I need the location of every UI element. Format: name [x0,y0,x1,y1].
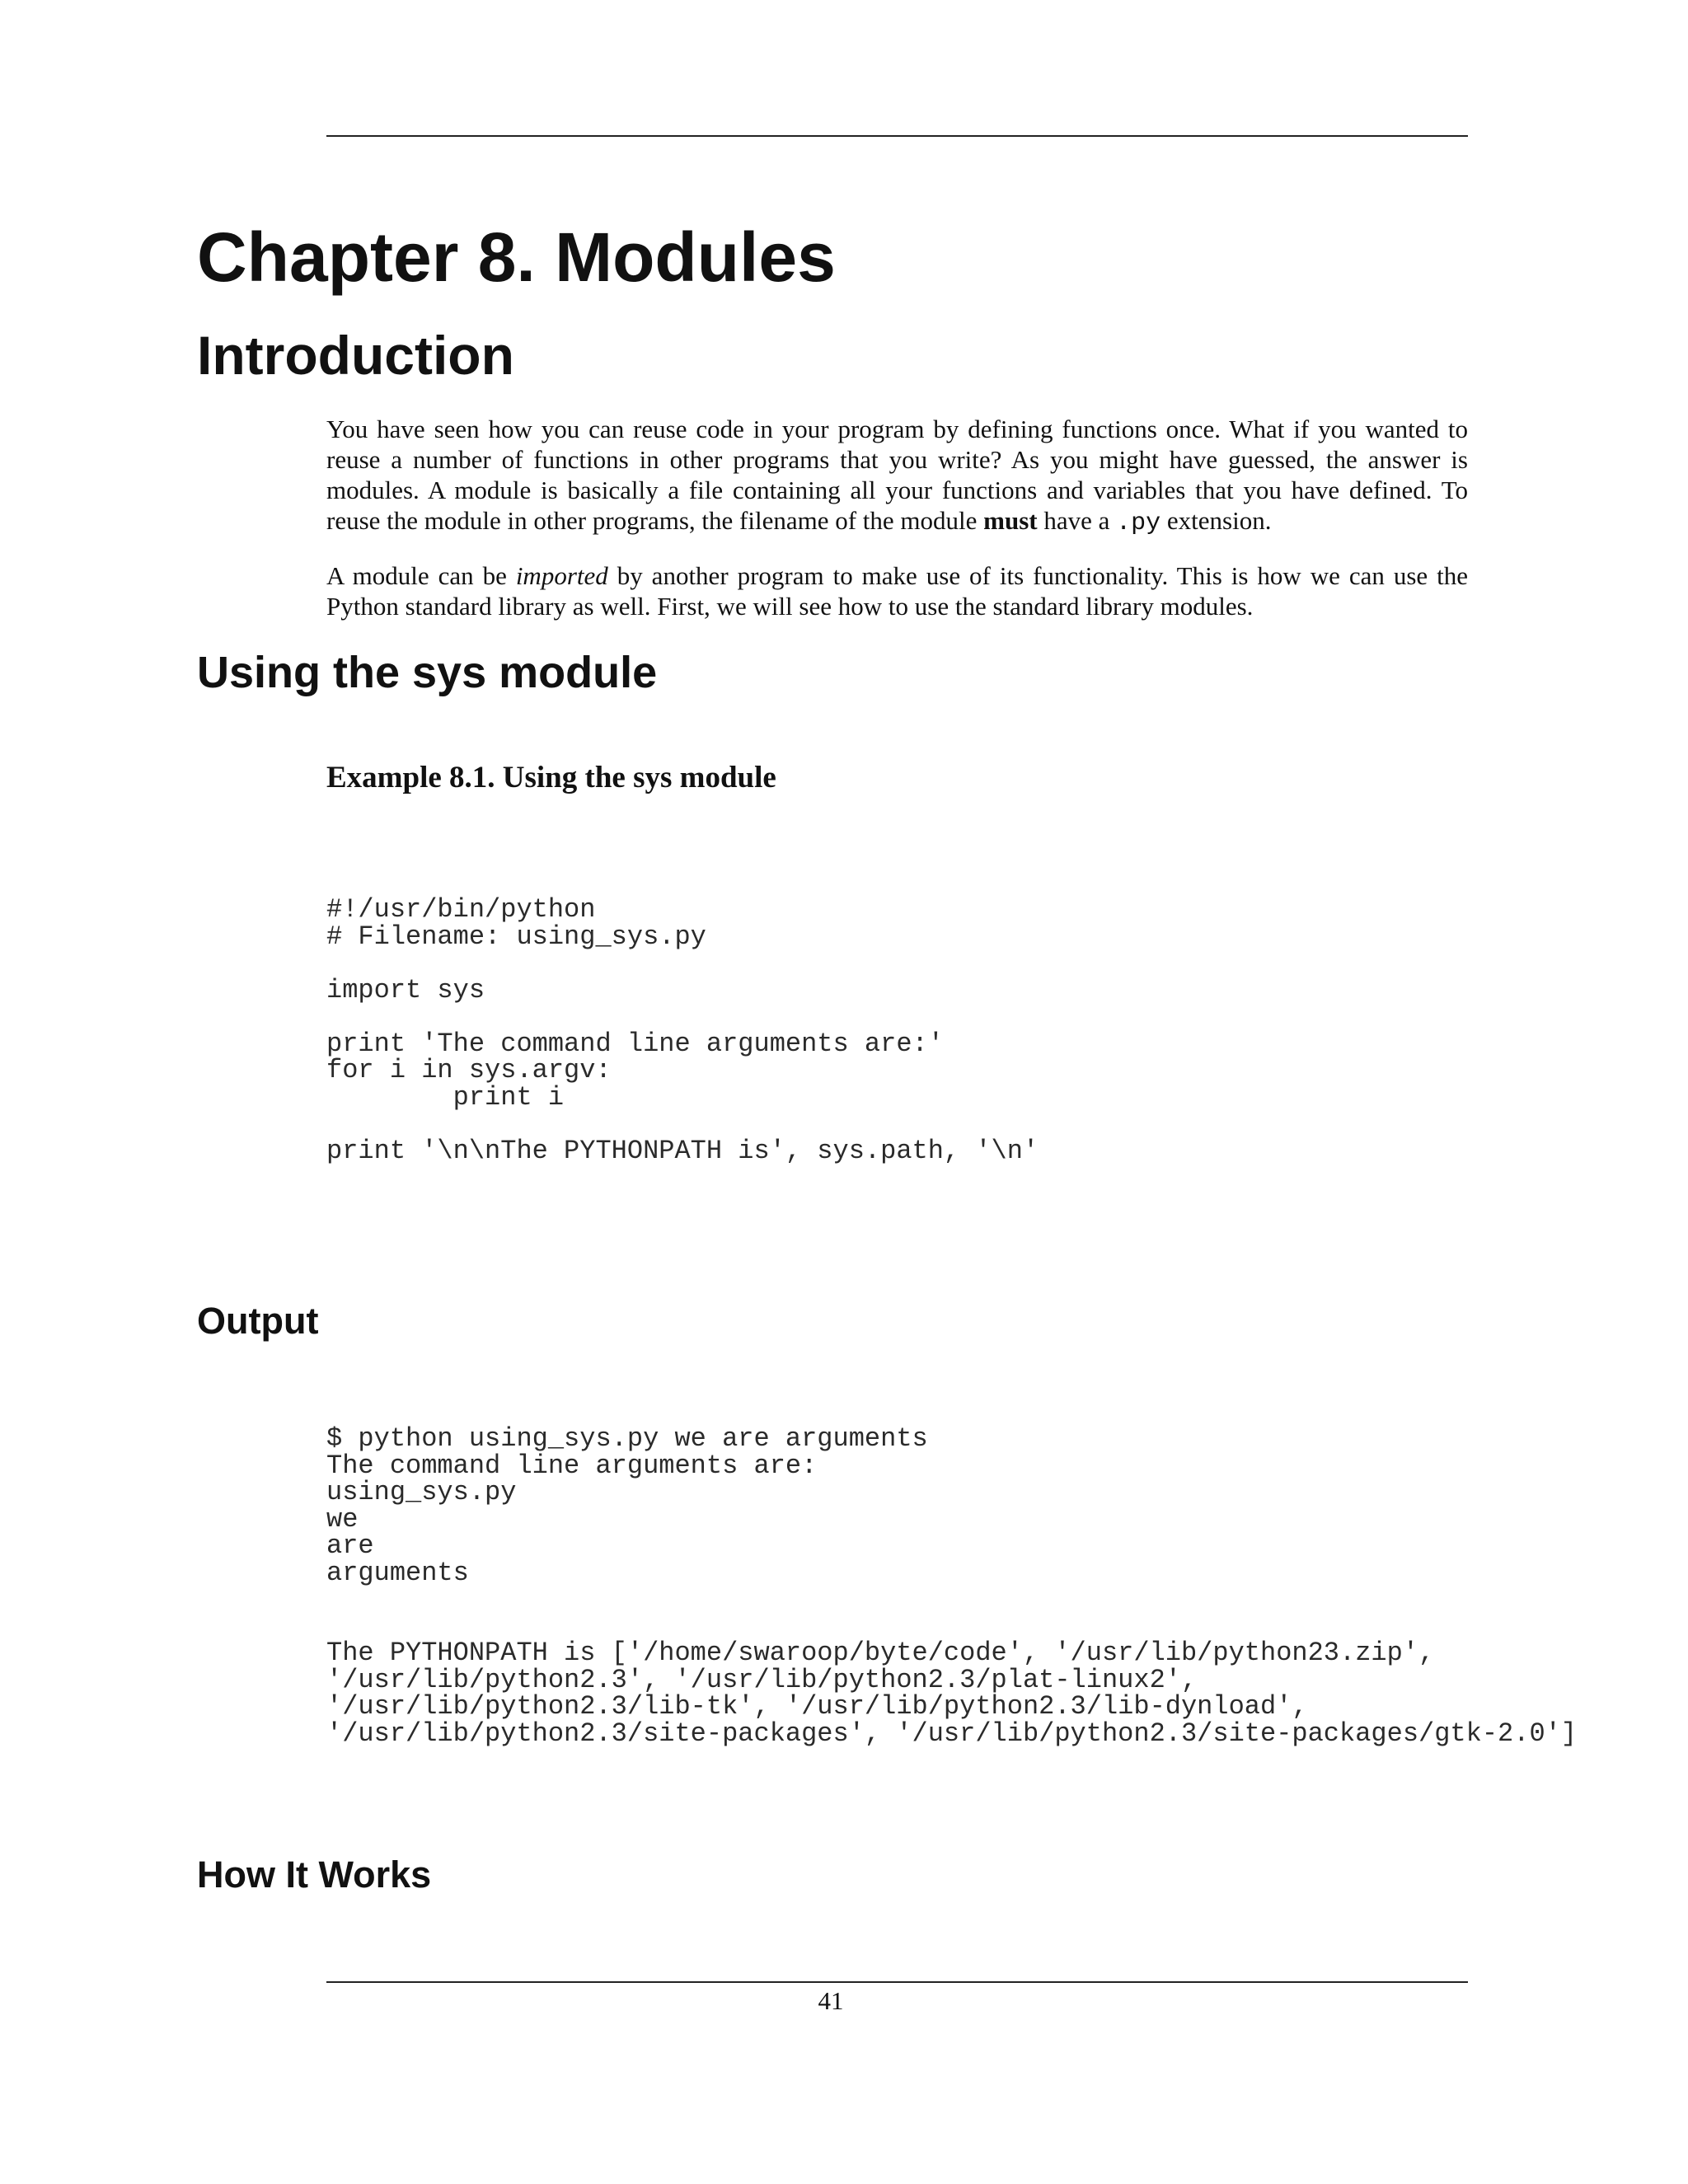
intro-paragraph-1 [326,414,1468,539]
section-heading-using-sys: Using the sys module [197,648,658,697]
section-heading-how-it-works: How It Works [197,1854,432,1896]
intro-text-1a: You have seen how you can reuse code in your program by defining functions once. What if you wanted to reuse a number of functions in other programs that you write? As you might have guessed, the answer is modules. A module is basically a file containing all your functions and variables that you have defined. To reuse the module in other programs, the filename of the module [326,415,1468,535]
intro-text-2a: A module can be [326,561,516,590]
code-output-block: $ python using_sys.py we are arguments The command line arguments are: using_sys.py we are arguments The PYTHONPATH is ['/home/swaroop/byte/code', '/usr/lib/python23.zip', '/usr/lib/python2.3', '/usr/lib/python2.3/plat-linux2', '/usr/lib/python2.3/lib-tk', '/usr/lib/python2.3/lib-dynload', '/usr/lib/python2.3/site-packages', '/usr/lib/python2.3/site-packages/gtk-2.0'] [326,1423,1578,1749]
example-title: Example 8.1. Using the sys module [326,761,776,794]
code-listing-using-sys: #!/usr/bin/python # Filename: using_sys.py import sys print 'The command line arguments are:' for i in sys.argv: print i print '\n\nThe PYTHONPATH is', sys.path, '\n' [326,894,1039,1166]
intro-paragraph-2 [326,560,1468,621]
intro-text-1c: extension. [1160,506,1272,535]
inline-code-py-extension: .py [1116,509,1161,537]
intro-text-2b: by another program to make use of its functionality. This is how we can use the Python standard library as well. First, we will see how to use the standard library modules. [326,561,1468,621]
footer-rule [326,1981,1468,1983]
header-rule [326,135,1468,137]
page-number: 41 [818,1986,844,2015]
section-heading-introduction: Introduction [197,325,514,386]
emphasis-must: must [983,506,1038,535]
chapter-title: Chapter 8. Modules [197,218,836,296]
emphasis-imported: imported [515,561,608,590]
section-heading-output: Output [197,1300,319,1342]
intro-text-1b: have a [1037,506,1117,535]
